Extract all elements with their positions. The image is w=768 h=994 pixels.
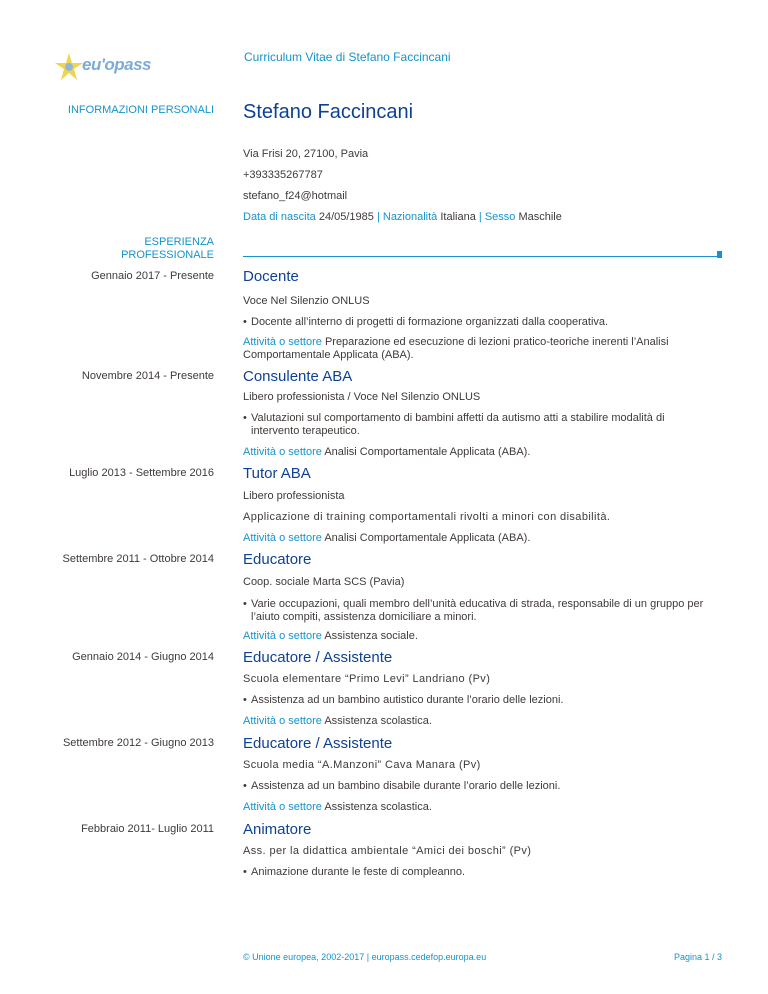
bullet-text: Valutazioni sul comportamento di bambini affetti da autismo atti a stabilire modalità di intervento terapeutico. (251, 412, 665, 437)
personal-info-label: INFORMAZIONI PERSONALI (67, 104, 214, 116)
bullet-text: Assistenza ad un bambino disabile durante l’orario delle lezioni. (251, 780, 561, 792)
job-employer: Ass. per la didattica ambientale “Amici dei boschi” (Pv) (243, 845, 532, 857)
sector-label: Attività o settore (243, 532, 322, 544)
sector-label: Attività o settore (243, 336, 322, 348)
job-bullet (243, 694, 713, 707)
sector-value: Analisi Comportamentale Applicata (ABA). (324, 532, 531, 544)
sector-value: Assistenza scolastica. (324, 801, 432, 813)
job-sector (243, 801, 713, 814)
person-name: Stefano Faccincani (243, 101, 414, 123)
bullet-text: Varie occupazioni, quali membro dell’unità educativa di strada, responsabile di un gruppo per l’aiuto compiti, assistenza domiciliare a minori. (251, 598, 704, 623)
experience-label-line1: ESPERIENZA (144, 236, 214, 248)
nationality-label: Nazionalità (382, 211, 438, 223)
birth-value: 24/05/1985 (318, 211, 374, 223)
job-title: Educatore / Assistente (243, 649, 393, 666)
job-sector (243, 446, 713, 459)
email: stefano_f24@hotmail (243, 190, 348, 202)
job-employer: Scuola elementare “Primo Levi” Landriano (Pv) (243, 673, 491, 685)
job-title: Educatore (243, 551, 312, 568)
separator: | (366, 952, 370, 962)
nationality-value: Italiana (440, 211, 476, 223)
europass-logo-text: eu'opass (82, 55, 152, 74)
bullet-text: Docente all’interno di progetti di formazione organizzati dalla cooperativa. (251, 316, 609, 328)
job-employer: Scuola media “A.Manzoni” Cava Manara (Pv) (243, 759, 481, 771)
job-sector (243, 630, 713, 643)
job-title: Educatore / Assistente (243, 735, 393, 752)
job-dates: Settembre 2012 - Giugno 2013 (62, 737, 214, 749)
job-dates: Gennaio 2017 - Presente (91, 270, 214, 282)
personal-details (243, 211, 562, 223)
separator: | (478, 211, 482, 223)
job-sector (243, 715, 713, 728)
separator: | (376, 211, 380, 223)
job-bullet (243, 316, 713, 329)
experience-label (34, 236, 214, 262)
job-sector (243, 336, 713, 362)
bullet-dot: • (243, 412, 247, 424)
job-dates: Novembre 2014 - Presente (81, 370, 214, 382)
sector-label: Attività o settore (243, 715, 322, 727)
address: Via Frisi 20, 27100, Pavia (243, 148, 369, 160)
job-title: Animatore (243, 821, 312, 838)
job-dates: Gennaio 2014 - Giugno 2014 (72, 651, 214, 663)
job-title: Tutor ABA (243, 465, 311, 482)
sex-label: Sesso (484, 211, 516, 223)
sex-value: Maschile (518, 211, 562, 223)
bullet-text: Assistenza ad un bambino autistico durante l’orario delle lezioni. (251, 694, 564, 706)
europass-star-icon (52, 50, 86, 84)
job-employer: Voce Nel Silenzio ONLUS (243, 295, 370, 307)
bullet-text: Animazione durante le feste di compleanno. (251, 866, 466, 878)
job-bullet (243, 866, 713, 879)
job-sector (243, 532, 713, 545)
job-dates: Febbraio 2011- Luglio 2011 (81, 823, 214, 835)
sector-label: Attività o settore (243, 801, 322, 813)
bullet-dot: • (243, 694, 247, 706)
job-dates: Settembre 2011 - Ottobre 2014 (62, 553, 214, 565)
europass-logo (52, 50, 162, 86)
job-employer: Libero professionista / Voce Nel Silenzio ONLUS (243, 391, 481, 403)
sector-value: Analisi Comportamentale Applicata (ABA). (324, 446, 531, 458)
job-description: Applicazione di training comportamentali rivolti a minori con disabilità. (243, 511, 611, 523)
job-bullet (243, 598, 713, 624)
document-title: Curriculum Vitae di Stefano Faccincani (244, 50, 451, 64)
footer-link[interactable]: europass.cedefop.europa.eu (371, 952, 487, 962)
bullet-dot: • (243, 780, 247, 792)
sector-label: Attività o settore (243, 630, 322, 642)
experience-label-line2: PROFESSIONALE (121, 249, 214, 261)
bullet-dot: • (243, 866, 247, 878)
job-dates: Luglio 2013 - Settembre 2016 (69, 467, 214, 479)
job-bullet (243, 780, 713, 793)
job-employer: Libero professionista (243, 490, 345, 502)
footer-copyright: © Unione europea, 2002-2017 (243, 952, 365, 962)
job-title: Consulente ABA (243, 368, 353, 385)
section-divider-end (717, 251, 722, 258)
job-employer: Coop. sociale Marta SCS (Pavia) (243, 576, 405, 588)
sector-value: Assistenza sociale. (324, 630, 418, 642)
birth-label: Data di nascita (243, 211, 316, 223)
job-bullet (243, 412, 713, 438)
sector-label: Attività o settore (243, 446, 322, 458)
bullet-dot: • (243, 316, 247, 328)
job-title: Docente (243, 268, 299, 285)
sector-value: Preparazione ed esecuzione di lezioni pratico-teoriche inerenti l’Analisi Comportamentale Applicata (ABA). (243, 336, 669, 361)
footer (243, 952, 486, 962)
page-number: Pagina 1 / 3 (673, 952, 722, 962)
bullet-dot: • (243, 598, 247, 610)
phone: +393335267787 (243, 169, 323, 181)
sector-value: Assistenza scolastica. (324, 715, 432, 727)
section-divider (243, 256, 717, 257)
